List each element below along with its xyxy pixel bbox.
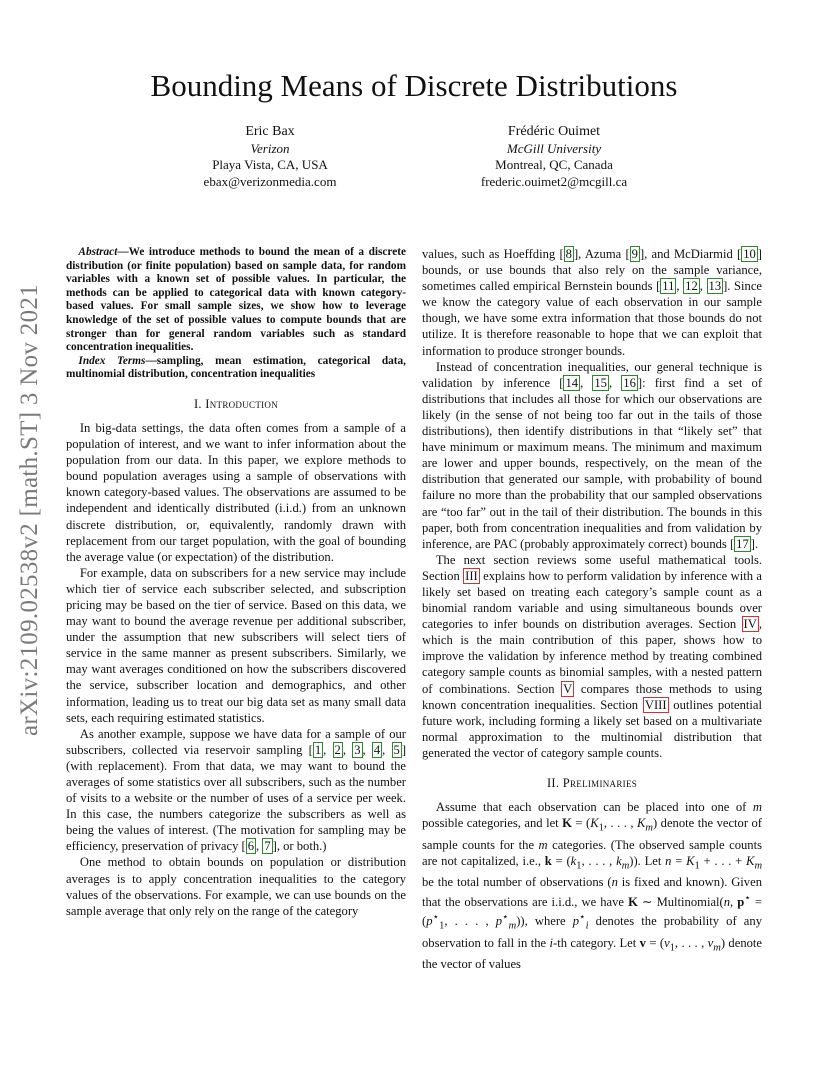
citation-link[interactable]: 4 — [373, 742, 381, 757]
abstract-label: Abstract — [78, 246, 118, 258]
citation-link[interactable]: 10 — [743, 247, 756, 261]
section-link[interactable]: III — [465, 568, 478, 583]
citation-link[interactable]: 12 — [685, 279, 698, 294]
index-terms — [66, 355, 406, 382]
paragraph: One method to obtain bounds on population or distribution averages is to apply concentration inequalities to the category values of the observations. For example, we can use bounds on the sample average that only rely on the range of the category — [66, 855, 406, 918]
paragraph: As another example, suppose we have data for a sample of our subscribers, collected via reservoir sampling [ 1 , 2 , 3 , 4 , 5 ] (with replacement). From that data, we may want to bound the averages of some statistics over all subscribers, such as the number of visits to a website or the number of uses of a service per week. In this case, the numbers categorize the subscribers as well as being the values of interest. (The motivation for sampling may be efficiency, preservation of privacy [ 6 , 7 ], or both.) — [66, 726, 407, 854]
author-location: Montreal, QC, Canada — [495, 157, 613, 172]
citation-link[interactable]: 16 — [623, 375, 636, 390]
citation-link[interactable]: 11 — [662, 279, 675, 294]
index-terms-text: —sampling, mean estimation, categorical data, multinomial distribution, concentration inequalities — [66, 354, 406, 381]
citation-link[interactable]: 6 — [247, 839, 255, 854]
author-affiliation: McGill University — [506, 140, 602, 156]
paper-title: Bounding Means of Discrete Distributions — [150, 68, 678, 103]
citation-link[interactable]: 9 — [631, 247, 638, 261]
author-location: Playa Vista, CA, USA — [212, 157, 328, 172]
citation-link[interactable]: 17 — [736, 536, 749, 551]
author-name: Eric Bax — [245, 124, 295, 139]
citation-link[interactable]: 15 — [594, 375, 607, 390]
citation-link[interactable]: 14 — [565, 375, 579, 390]
paragraph: In big-data settings, the data often comes from a sample of a population of interest, and we want to infer information about the population from our data. In this paper, we explore methods to bound population averages using a sample of observations with known category-based values. The observations are assumed to be independent and identically distributed (i.i.d.) from an unknown discrete distribution, or, equivalently, randomly drawn with replacement from our target population, with the goal of bounding the average value (or expectation) of the distribution. — [66, 420, 406, 564]
section-link[interactable]: VIII — [644, 697, 667, 712]
paragraph: values, such as Hoeffding [ 8 ], Azuma [ 9 ], and McDiarmid [ 10 ] bounds, or use bounds that also rely on the sample variance, sometimes called empirical Bernstein bounds [ 11 , 12 , 13 ]. Since we know the category value of each observation in our sample though, we have some extra information that those bounds do not utilize. It is therefore reasonable to hope that we can exploit that information to produce stronger bounds. — [422, 247, 763, 358]
citation-link[interactable]: 13 — [708, 279, 722, 294]
author-email: ebax@verizonmedia.com — [203, 173, 337, 189]
citation-link[interactable]: 7 — [264, 839, 271, 854]
section-heading-preliminaries: II. Preliminaries — [546, 776, 638, 790]
section-link[interactable]: V — [563, 681, 573, 696]
right-column — [422, 246, 762, 972]
section-link[interactable]: IV — [743, 617, 757, 632]
index-terms-label: Index Terms — [78, 354, 146, 367]
author-1 — [140, 124, 400, 190]
author-name: Frédéric Ouimet — [507, 124, 601, 139]
author-2 — [424, 124, 684, 190]
abstract-text: —We introduce methods to bound the mean of a discrete distribution (or finite population) based on sample data, for random variables with a known set of possible values. In particular, the methods can be applied to categorical data with known category-based values. For small sample sizes, we show how to leverage knowledge of the set of possible values to compute bounds that are stronger than for general random variables such as standard concentration inequalities. — [66, 246, 406, 354]
citation-link[interactable]: 3 — [354, 742, 361, 757]
citation-link[interactable]: 2 — [334, 742, 341, 757]
citation-link[interactable]: 1 — [314, 742, 322, 757]
abstract — [66, 246, 406, 355]
left-column — [66, 246, 406, 919]
paragraph: The next section reviews some useful mathematical tools. Section III explains how to perform validation by inference with a likely set based on treating each category’s sample count as a binomial random variable and using simultaneous bounds over categories to infer bounds on distribution averages. Section IV , which is the main contribution of this paper, shows how to improve the validation by inference method by treating combined category sample counts as binomial samples, with a nested pattern of combinations. Section V compares those methods to using known concentration inequalities. Section VIII outlines potential future work, including forming a likely set based on a multivariate normal approximation to the multinomial distribution that generated the vector of category sample counts. — [422, 552, 762, 760]
citation-link[interactable]: 5 — [393, 742, 400, 757]
arxiv-stamp-text: arXiv:2109.02538v2 [math.ST] 3 Nov 2021 — [16, 284, 43, 736]
arxiv-stamp — [8, 250, 52, 770]
paragraph: Instead of concentration inequalities, our general technique is validation by inference [ 14 , 15 , 16 ]: first find a set of distributions that includes all those for which our observations are likely (in the sense of not being too far out in the tails of those distributions), then identify distributions in that “likely set” that have minimum or maximum means. The minimum and maximum are lower and upper bounds, respectively, on the mean of the distribution that generated our sample, with probability of bound failure no more than the probability that our sampled observations are “too far” out in the tail of their distribution. The bounds in this paper, both from concentration inequalities and from validation by inference, are PAC (probably approximately correct) bounds [ 17 ]. — [422, 359, 763, 551]
paragraph: Assume that each observation can be placed into one of m possible categories, and let $K = (K_1$, . . . , $K_m$) denote the vector of sample counts for the m categories. (The observed sample counts are not capitalized, i.e., $k = (k_1$, . . . , $k_m$)). Let $n = K_1$ + . . . + $K_m$ be the total number of observations (n is fixed and known). Given that the observations are i.i.d., we have K ∼ Multinomial(n, $p^⋆ = (p^⋆_1$, . . . , $p^⋆_m$)), where $p^⋆_i$ denotes the probability of any observation to fall in the i-th category. Let $v = (v_1$, . . . , $v_m$) denote the vector of values — [422, 800, 763, 972]
citation-link[interactable]: 8 — [565, 247, 572, 261]
section-heading-introduction: I. Introduction — [193, 396, 279, 411]
author-affiliation: Verizon — [250, 140, 290, 156]
paragraph: For example, data on subscribers for a new service may include which tier of service each subscriber selected, and subscription pricing may be based on the tier of service. Based on this data, we may want to bound the average revenue per additional subscriber, under the assumption that new subscribers will select tiers of service in the same manner as present subscribers. Similarly, we may want averages conditioned on how the subscribers discovered the service, subscriber location and demographics, and other information, leading us to treat our big data set as many small data sets, each requiring estimated statistics. — [66, 565, 406, 725]
author-email: frederic.ouimet2@mcgill.ca — [480, 173, 628, 189]
